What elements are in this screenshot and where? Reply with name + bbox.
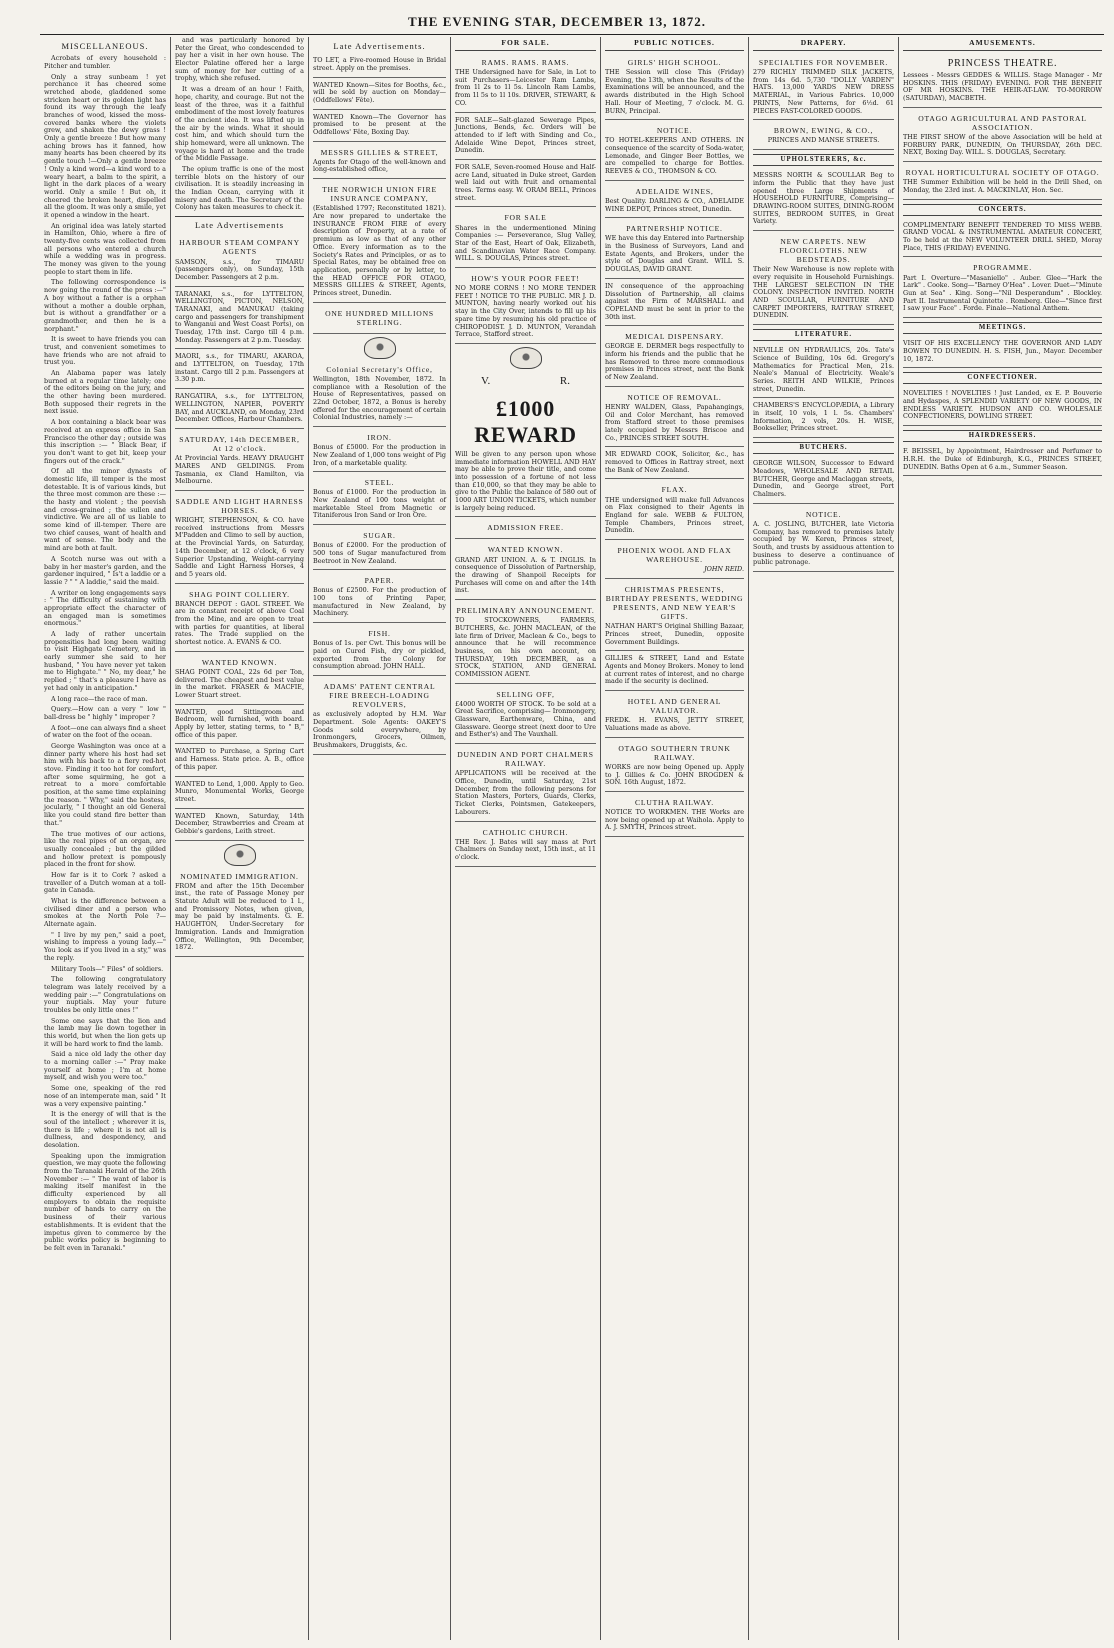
ad-hydraulics — [753, 345, 894, 398]
ad-body: WANTED Known, Saturday, 14th December, Strawberries and Cream at Gebbie's gardens, Leith street. — [175, 811, 304, 835]
ad-body: Lessees - Messrs GEDDES & WILLIS. Stage Manager - Mr HOSKINS. THIS (FRIDAY) EVENING. FOR THE BENEFIT OF MR HOSKINS. THE HEIR-AT-LAW. TO-MORROW (SATURDAY), MACBETH. — [903, 71, 1102, 103]
ad-bonus-paper — [313, 572, 446, 623]
ad-title: HOW'S YOUR POOR FEET! — [471, 273, 580, 283]
ad-governor-visit — [903, 338, 1102, 368]
ad-title: NOTICE. — [805, 509, 842, 519]
ad-programme — [903, 259, 1102, 318]
ad-body: SHAG POINT COAL, 22s 6d per Ton, delivered. The cheapest and best value in the market. FRASER & MACFIE, Lower Stuart street. — [175, 667, 304, 699]
ad-title: CLUTHA RAILWAY. — [635, 797, 714, 807]
ad-body: RANGATIRA, s.s., for LYTTELTON, WELLINGTON, NAPIER, POVERTY BAY, and AUCKLAND, on Monday, 23rd December. Offices, Harbour Chambers. — [175, 392, 304, 424]
ad-harbour-steam — [175, 234, 304, 286]
column-heading: Late Advertisements. — [333, 41, 426, 51]
ad-title: ADMISSION FREE. — [487, 523, 564, 533]
column-heading: MISCELLANEOUS. — [61, 41, 149, 51]
ad-title: NOTICE. — [656, 126, 693, 136]
ad-solicitor — [605, 449, 744, 479]
ad-maori — [175, 351, 304, 389]
ad-title: PHOENIX WOOL AND FLAX WAREHOUSE. — [617, 545, 732, 565]
ad-gillies-street — [313, 144, 446, 179]
ad-body: NOTICE TO WORKMEN. THE Works are now being opened up at Waihola. Apply to A. J. SMYTH, Princes street. — [605, 808, 744, 832]
section-upholsterers: UPHOLSTERERS, &c. — [753, 154, 894, 166]
ad-rangatira — [175, 391, 304, 429]
ad-body: SAMSON, s.s., for TIMARU (passengers only), on Sunday, 15th December. Passengers at 2 p.m. — [175, 257, 304, 281]
misc-para: A long race—the race of man. — [51, 694, 148, 703]
ad-title: MESSRS GILLIES & STREET, — [320, 147, 439, 157]
section-confectioner: CONFECTIONER. — [903, 372, 1102, 384]
coat-of-arms-icon — [510, 347, 542, 369]
ad-title: WANTED KNOWN. — [201, 657, 278, 667]
ad-shag-point — [175, 586, 304, 652]
misc-para: George Washington was once at a dinner party where his host had set him with his back to a fiery red-hot stove. Finding it too hot for comfort, after some squirming, he got a retreat to a more comfortable position, at the same time explaining the reason. " Why," said the hostess, jocularly, " I thought an old General like you could stand fire better than that." — [44, 741, 166, 827]
misc-para: An original idea was lately started in Hamilton, Ohio, where a fire of twenty-five cents was collected from all persons who entered a church while a wedding was in progress. The money was given to the young people to start them in life. — [44, 221, 166, 276]
misc-para: A lady of rather uncertain propensities had long been waiting to visit Highgate Cemetery, and in early summer she said to her husband, " You have never yet taken me to Highgate." " No, my dear," he replied ; " that's a pleasure I have as yet had only in anticipation." — [44, 630, 166, 692]
ad-clutha-railway — [605, 794, 744, 837]
text-para: and was particularly honored by Peter the Great, who condescended to pay her a visit in her own house. The Elector Palatine offered her a large sum of money for her cutting of a trophy, which she refused. — [175, 37, 304, 83]
ad-body: MAORI, s.s., for TIMARU, AKAROA, and LYTTELTON, on Tuesday, 17th instant. Cargo till 2 p.m. Passengers at 3.30 p.m. — [175, 352, 304, 384]
ad-body: MR EDWARD COOK, Solicitor, &c., has removed to Offices in Rattray street, next the Bank of New Zealand. — [605, 450, 744, 474]
misc-para: It is sweet to have friends you can trust, and convenient sometimes to have friends who are not afraid to trust you. — [44, 335, 166, 367]
section-butchers: BUTCHERS. — [753, 442, 894, 454]
ad-adelaide-wines — [605, 183, 744, 218]
ad-body: 279 RICHLY TRIMMED SILK JACKETS, from 14s 6d. 5,730 "DOLLY VARDEN" HATS. 13,000 YARDS NEW DRESS MATERIAL, in Various Fabrics. 10,000 PRINTS, New Patterns, for 6½d. 61 PIECES FAST-COLORED GOODS. — [753, 68, 894, 115]
ad-wanted-cart — [175, 746, 304, 776]
continued-text — [175, 37, 304, 212]
ad-selling-off — [455, 686, 596, 745]
ad-body: as exclusively adopted by H.M. War Department. Sole Agents: OAKEY'S Goods sold everywhere, by Ironmongers, Grocers, Oilmen, Brushmakers, Druggists, &c. — [313, 710, 446, 750]
masthead: THE EVENING STAR, DECEMBER 13, 1872. — [408, 14, 706, 29]
column-late-advertisements — [170, 37, 308, 1640]
ad-body: Bonus of £1000. For the production in New Zealand of 100 tons weight of marketable Steel from Magnetic or Titaniferous Iron Sand or Iron Ore. — [313, 488, 446, 520]
ad-taranaki — [175, 289, 304, 350]
ad-norwich-union — [313, 181, 446, 302]
ad-body: FREDK. H. EVANS, JETTY STREET, Valuations made as above. — [605, 716, 744, 733]
ad-bonus-steel — [313, 474, 446, 525]
masthead-rule — [40, 34, 1104, 35]
ad-body: THE Summer Exhibition will be held in the Drill Shed, on Monday, the 23rd inst. A. MACKINLAY, Hon. Sec. — [903, 178, 1102, 194]
ad-george-wilson — [753, 458, 894, 503]
ad-immigration — [175, 868, 304, 957]
ad-body: A. C. JOSLING, BUTCHER, late Victoria Company, has removed to premises lately occupied by W. Keren, Princes street, South, and trusts by assiduous attention to business to deserve a continuance of public patronage. — [753, 519, 894, 567]
ad-title: SADDLE AND LIGHT HARNESS HORSES. — [175, 496, 304, 515]
section-meetings: MEETINGS. — [903, 322, 1102, 334]
ad-strawberries — [175, 811, 304, 841]
ad-body: FROM and after the 15th December inst., the rate of Passage Money per Statute Adult will be reduced to 1 l., and Promissory Notes, when given, may be paid by instalments. G. E. HAUGHTON, Under-Secretary for Immigration. Lands and Immigration Office, Wellington, 9th December, 1872. — [175, 881, 304, 952]
ad-title: Colonial Secretary's Office, — [326, 364, 433, 374]
ad-title: BROWN, EWING, & CO., — [773, 126, 874, 136]
column-late-advertisements-2 — [308, 37, 450, 1640]
r-letter: R. — [559, 374, 570, 387]
ad-title: PROGRAMME. — [973, 263, 1032, 273]
ad-removal — [605, 389, 744, 448]
ad-partnership — [605, 220, 744, 279]
ad-colonial-secretary — [313, 361, 446, 427]
ad-body: NOVELTIES ! NOVELTIES ! Just Landed, ex E. P. Bouverie and Hydaspes, A SPLENDID VARIETY OF NEW GOODS, IN ENDLESS VARIETY. HUDSON AND CO. WHOLESALE CONFECTIONERS, DOWLING STREET. — [903, 389, 1102, 421]
ad-house-sale — [455, 162, 596, 207]
misc-para: Acrobats of every household : Pitcher and tumbler. — [44, 54, 166, 70]
ad-title: FOR SALE — [504, 213, 547, 223]
ad-body: FOR SALE, Seven-roomed House and Half-acre Land, situated in Duke street, Garden well laid out with fruit and ornamental trees. Terms easy. W. ORAM BELL, Princes street. — [455, 162, 596, 202]
ad-body: WANTED, good Sittingroom and Bedroom, well furnished, with board. Apply by letter, stating terms, to " B," office of this paper. — [175, 707, 304, 739]
ad-title: OTAGO AGRICULTURAL AND PASTORAL ASSOCIATION. — [918, 113, 1087, 132]
misc-para: Only a stray sunbeam ! yet perchance it has cheered some wretched abode, gladdened some stricken heart or its golden light has found its way through the leafy branches of wood, kissed the moss-covered banks where the violets grew, and shaken the dewy grass ! Only a gentle breeze ! But how many aching brows has it fanned, how many hearts has been cheered by its gentle touch !—Only a gentle breeze ! Only a kind word—a kind word to a weary heart, a balm to the spirit, a light in the dark places of a weary world. Only a smile ! But oh, it cheered the broken heart, dispelled all the gloom. It was only a smile, yet it opened a window in the heart. — [44, 72, 166, 219]
column-heading: DRAPERY. — [753, 37, 894, 51]
section-hairdressers: HAIRDRESSERS. — [903, 430, 1102, 442]
ad-hotel-keepers — [605, 122, 744, 181]
ad-body: £4000 WORTH OF STOCK. To be sold at a Great Sacrifice, comprising— Ironmongery, Glassware, Earthenware, China, and Glassware. George street (next door to Ure and Esther's) and The Vauxhall. — [455, 699, 596, 739]
misc-para: Said a nice old lady the other day to a morning caller :—" Pray make yourself at home ; I'm at home myself, and wish you were too." — [44, 1050, 166, 1082]
ad-body: WANTED Known—The Governor has promised to be present at the Oddfellows' Fête, Boxing Day. — [313, 112, 446, 136]
ad-admission — [455, 519, 596, 539]
ad-wanted-known — [175, 654, 304, 705]
ad-title: SATURDAY, 14th DECEMBER, At 12 o'clock. — [179, 434, 300, 454]
ad-body: GEORGE E. DERMER begs respectfully to inform his friends and the public that he has Removed to three more commodious premises in Princes street, next the Bank of New Zealand. — [605, 342, 744, 382]
misc-para: A foot—one can always find a sheet of water on the foot of the ocean. — [44, 723, 166, 740]
ad-body: THE Rev. J. Bates will say mass at Port Chalmers on Sunday next, 15th inst., at 11 o'clock. — [455, 837, 596, 861]
misc-para: A Scotch nurse was out with a baby in her master's garden, and the gardener inquired, " Is't a laddie or a lassie ? " " A laddie," said the maid. — [44, 554, 166, 586]
ad-saddle-horses — [175, 493, 304, 584]
ad-body: NO MORE CORNS ! NO MORE TENDER FEET ! NOTICE TO THE PUBLIC. MR J. D. MUNTON, having nearly worked out his stay in the City Over, intends to fill up his spare time by resuming his old practice of CHIROPODIST. J. D. MUNTON, Verandah Terrace, Stafford street. — [455, 284, 596, 339]
section-concerts: CONCERTS. — [903, 204, 1102, 216]
ad-dispensary — [605, 328, 744, 387]
ad-title: STEEL. — [364, 478, 395, 488]
column-heading: PUBLIC NOTICES. — [605, 37, 744, 51]
ad-draught-mares — [175, 431, 304, 491]
misc-para: " I live by my pen," said a poet, wishing to impress a young lady.—" You look as if you lived in a sty," was the reply. — [44, 930, 166, 962]
ad-body: TO LET, a Five-roomed House in Bridal street. Apply on the premises. — [313, 56, 446, 72]
ad-millions — [313, 305, 446, 334]
misc-para: A writer on long engagements says : " The difficulty of sustaining with appropriate effect the character of an engaged man is sometimes enormous." — [44, 588, 166, 628]
ad-title: THE NORWICH UNION FIRE INSURANCE COMPANY, — [322, 185, 437, 204]
ad-wanted-lend — [175, 779, 304, 809]
column-heading: AMUSEMENTS. — [903, 37, 1102, 51]
ad-brown-ewing — [753, 122, 894, 150]
ad-body: WANTED Known—Sites for Booths, &c., will be sold by auction on Monday—(Oddfellows' Fête). — [313, 80, 446, 104]
misc-para: How far is it to Cork ? asked a traveller of a Dutch woman at a toll-gate in Canada. — [44, 870, 166, 895]
ad-body: COMPLIMENTARY BENEFIT TENDERED TO MISS WEBB. GRAND VOCAL & INSTRUMENTAL AMATEUR CONCERT, To be held at the NEW VOLUNTEER DRILL SHED, Moray Place, THIS (FRIDAY) EVENING. — [903, 220, 1102, 252]
ad-body: Their New Warehouse is now replete with every requisite in Household Furnishings. THE LARGEST SELECTION IN THE COLONY. INSPECTION INVITED. NORTH AND SCOULLAR, FURNITURE AND CARPET IMPORTERS, RATTRAY STREET, DUNEDIN. — [753, 265, 894, 320]
ad-title: ADAMS' PATENT CENTRAL FIRE BREECH-LOADING REVOLVERS, — [323, 682, 436, 710]
ad-body: GILLIES & STREET, Land and Estate Agents and Money Brokers. Money to lend at current rates of interest, and no charge made if the security is declined. — [605, 654, 744, 686]
misc-para: The true motives of our actions, like the real pipes of an organ, are usually concealed ; but the gilded and hollow pretext is pompously placed in the front for show. — [44, 829, 166, 869]
vr-monogram — [455, 371, 596, 392]
ad-body: WANTED to Purchase, a Spring Cart and Harness. State price. A. B., office of this paper. — [175, 747, 304, 771]
ad-body: Part I. Overture—"Masaniello" . Auber. Glee—"Hark the Lark" . Cooke. Song—"Barney O'Hea" . Lover. Duet—"Minute Gun at Sea" . King. Song—"Nil Desperandum" . Blockley. Part II. Instrumental Quintette . Romberg. Glee—"Since first I saw your Face" . Forde. Finale—National Anthem. — [903, 273, 1102, 313]
coat-of-arms-icon — [364, 337, 396, 359]
ad-title: ONE HUNDRED MILLIONS STERLING. — [325, 308, 434, 327]
misc-para: Some one, speaking of the red nose of an intemperate man, said " It was a very expensive painting." — [44, 1084, 166, 1108]
ad-specialties — [753, 54, 894, 120]
column-public-notices — [600, 37, 748, 1640]
ad-title: HOTEL AND GENERAL VALUATOR. — [627, 697, 722, 716]
ad-body: Bonus of £2500. For the production of 100 tons of Printing Paper, manufactured in New Zealand, by Machinery. — [313, 586, 446, 618]
ad-flax — [605, 481, 744, 540]
ad-title: CHRISTMAS PRESENTS, BIRTHDAY PRESENTS, WEDDING PRESENTS, AND NEW YEAR'S GIFTS. — [605, 584, 744, 622]
ad-booths — [313, 80, 446, 110]
ad-body: Wellington, 18th November, 1872. In compliance with a Resolution of the House of Representatives, passed on 22nd October, 1872, a Bonus is hereby offered for the encouragement of certain Colonial Industries, namely :— — [313, 374, 446, 422]
misc-para: Query.—How can a very " low " ball-dress be " highly " improper ? — [44, 705, 166, 721]
ad-north-scoullar — [753, 170, 894, 231]
ad-body: WE have this day Entered into Partnership in the Business of Surveyors, Land and Estate Agents, and Brokers, under the style of Douglas and Grant. WILL S. DOUGLAS, DAVID GRANT. — [605, 234, 744, 274]
misc-para: What is the difference between a civilised diner and a person who smokes at the North Pole ?—Alternate again. — [44, 897, 166, 929]
ad-railway — [455, 746, 596, 821]
ad-body: THE FIRST SHOW of the above Association will be held at FORBURY PARK, DUNEDIN, On THURSDAY, 26th DEC. NEXT, Boxing Day. WILL. S. DOUGLAS, Secretary. — [903, 132, 1102, 157]
ad-wanted-room — [175, 707, 304, 745]
section-literature: LITERATURE. — [753, 329, 894, 341]
ad-body: Agents for Otago of the well-known and long-established office, — [313, 157, 446, 174]
ad-title: NOMINATED IMMIGRATION. — [180, 871, 299, 881]
ad-body: THE undersigned will make full Advances on Flax consigned to their Agents in England for sale. WEBB & FULTON, Temple Chambers, Princes street, Dunedin. — [605, 495, 744, 535]
ad-title: IRON. — [367, 433, 392, 443]
misc-para: A box containing a black bear was received at an express office in San Francisco the other day ; outside was this inscription :— " Black Bear, if you don't want to get bit, keep your fingers out of the crack." — [44, 418, 166, 465]
ad-title: CATHOLIC CHURCH. — [482, 827, 569, 837]
ad-body: FOR SALE—Salt-glazed Sewerage Pipes, Junctions, Bends, &c. Orders will be attended to if left with Sinding and Co., Adelaide Wine Depot, Princes street, Dunedin. — [455, 115, 596, 155]
ad-signature: JOHN REID. — [704, 565, 744, 574]
ad-title: FLAX. — [661, 485, 688, 495]
ad-body: WRIGHT, STEPHENSON, & CO. have received instructions from Messrs M'Padden and Climo to sell by auction, at the Provincial Yards, on Saturday, 14th December, at 12 o'clock, 6 very Superior Upstanding, Weight-carrying Saddle and Light Harness Horses, 4 and 5 years old. — [175, 516, 304, 578]
ad-dissolution — [605, 281, 744, 326]
column-miscellaneous — [40, 37, 170, 1640]
ad-art-union — [455, 541, 596, 600]
ad-body: WORKS are now being Opened up. Apply to J. Gillies & Co. JOHN BROGDEN & SON. 16th August, 1872. — [605, 762, 744, 787]
ad-body: GRAND ART UNION. A. & T. INGLIS. In consequence of Dissolution of Partnership, the drawing of Shanpoil Receipts for Purchases will come on and after the 14th inst. — [455, 555, 596, 595]
ad-title: PRINCESS THEATRE. — [947, 58, 1058, 69]
ad-bonus-fish — [313, 625, 446, 676]
ad-body: WANTED to Lend, 1,000. Apply to Geo. Munro, Monumental Works, George street. — [175, 779, 304, 803]
misc-para: Of all the minor dynasts of domestic life, ill temper is the most detestable. It is of various kinds, but the three most common are these :—the hasty and violent ; the peevish and cross-grained ; the sullen and vindictive. We are all of us liable to some kind of ill-temper. There are two chief causes, want of health and want of sense. The body and the mind are both at fault. — [44, 467, 166, 553]
ad-trunk-railway — [605, 740, 744, 792]
ad-title: NOTICE OF REMOVAL. — [627, 392, 722, 402]
text-para: It was a dream of an hour ! Faith, hope, charity, and courage. But not the least of the three, was it a faithful embodiment of the most lovely features of the ancient idea. It was lifted up in the air by the winds. What it should cost him, and which should turn the ship homeward, were all unknown. The voyage is hard at home and the trade of the Middle Passage. — [175, 85, 304, 163]
ad-title: WANTED KNOWN. — [487, 545, 564, 555]
ad-princess-theatre — [903, 54, 1102, 108]
ad-body: TO STOCKOWNERS, FARMERS, BUTCHERS, &c. JOHN MACLEAN, of the late firm of Driver, Maclean & Co., begs to announce that he will recommence business, on his own account, on THURSDAY, 19th DECEMBER, as a STOCK, STATION, AND GENERAL COMMISSION AGENT. — [455, 616, 596, 678]
ad-body: HENRY WALDEN, Glass, Papahangings, Oil and Color Merchant, has removed from Stafford street to those premises lately occupied by Messrs Briscoe and Co., PRINCES STREET SOUTH. — [605, 402, 744, 442]
ad-title: ADELAIDE WINES, — [635, 186, 714, 196]
ad-body: Bonus of 1s. per Cwt. This bonus will be paid on Cured Fish, dry or pickled, exported from the Colony for consumption abroad. JOHN HALL. — [313, 639, 446, 671]
ad-body: At Provincial Yards. HEAVY DRAUGHT MARES AND GELDINGS. From Tasmania, ex Cland Hamilton, via Melbourne. — [175, 454, 304, 486]
ad-revolvers — [313, 678, 446, 755]
ad-title: GIRLS' HIGH SCHOOL. — [627, 58, 722, 67]
late-ads-heading: Late Advertisements — [175, 216, 304, 230]
ad-body: Bonus of £2000. For the production of 500 tons of Sugar manufactured from Beetroot in New Zealand. — [313, 541, 446, 565]
ad-body: THE Session will close This (Friday) Evening, the 13th, when the Results of the Examinations will be announced, and the awards distributed in the High School Hall. Hour of Meeting, 7 o'clock. M. G. BURN, Principal. — [605, 68, 744, 115]
ad-title: PRELIMINARY ANNOUNCEMENT. — [456, 606, 595, 616]
ad-rams — [455, 54, 596, 113]
column-heading: FOR SALE. — [455, 37, 596, 51]
misc-para: Some one says that the lion and the lamb may lie down together in this world, but when the lion gets up it will be hard work to find the lamb. — [44, 1016, 166, 1048]
ad-horticultural — [903, 164, 1102, 199]
ad-girls-high-school — [605, 54, 744, 120]
ad-title: MEDICAL DISPENSARY. — [625, 332, 724, 342]
ad-body: TARANAKI, s.s., for LYTTELTON, WELLINGTON, PICTON, NELSON, TARANAKI, and MANUKAU (taking cargo and passengers for transhipment to Wanganui and West Coast Ports), on Tuesday, 17th inst. Cargo till 4 p.m. Monday. Passengers at 2 p.m. Tuesday. — [175, 289, 304, 344]
ad-reward — [455, 392, 596, 517]
ad-chiropodist — [455, 270, 596, 344]
coat-of-arms-icon — [224, 844, 256, 866]
ad-body: PRINCES AND MANSE STREETS. — [767, 136, 880, 145]
ad-title: SELLING OFF, — [496, 689, 555, 699]
ad-body: Best Quality. DARLING & CO., ADELAIDE WINE DEPOT, Princes street, Dunedin. — [605, 196, 744, 213]
ad-bonus-iron — [313, 429, 446, 472]
ad-title: SHAG POINT COLLIERY. — [189, 589, 290, 599]
ad-body: BRANCH DEPOT : GAOL STREET. We are in constant receipt of above Coal from the Mine, and are open to treat with parties for quantities, at liberal rates. The Trade supplied on the shortest notice. A. EVANS & CO. — [175, 599, 304, 647]
ad-agricultural — [903, 110, 1102, 162]
ad-body: GEORGE WILSON, Successor to Edward Meadows, WHOLESALE AND RETAIL BUTCHER, George and Maclaggan streets, Dunedin, and George street, Port Chalmers. — [753, 459, 894, 499]
ad-body: Shares in the undermentioned Mining Companies :— Perseverance, Slug Valley, Star of the East, Heart of Oak, Elizabeth, and Scandinavian Water Race Company. WILL. S. DOUGLAS, Princes street. — [455, 223, 596, 263]
ad-money-brokers — [605, 653, 744, 691]
ad-title: SPECIALTIES FOR NOVEMBER. — [758, 58, 889, 67]
ad-title: SUGAR. — [363, 531, 396, 541]
text-para: The opium traffic is one of the most terrible blots on the history of our civilisation. It is steadily increasing in the Indian Ocean, carrying with it misery and death. The Secretary of the Colony has taken measures to check it. — [175, 165, 304, 212]
ad-title: PARTNERSHIP NOTICE. — [626, 224, 723, 234]
ad-josling — [753, 506, 894, 572]
ad-title: DUNEDIN AND PORT CHALMERS RAILWAY. — [457, 750, 594, 769]
ad-chambers — [753, 400, 894, 438]
ad-body: NATHAN HART'S Original Shilling Bazaar, Princes street, Dunedin, opposite Government Buildings. — [605, 622, 744, 646]
misc-para: Military Tools—" Files" of soldiers. — [51, 964, 164, 973]
ad-body: IN consequence of the approaching Dissolution of Partnership, all claims against the Firm of MARSHALL and COPELAND must be sent in prior to the 30th inst. — [605, 281, 744, 321]
ad-body: CHAMBERS'S ENCYCLOPÆDIA, a Library in itself, 10 vols, 1 l. 5s. Chambers' Information, 2 vols, 20s. H. WISE, Bookseller, Princes street. — [753, 401, 894, 433]
ad-body: VISIT OF HIS EXCELLENCY THE GOVERNOR AND LADY BOWEN TO DUNEDIN. H. S. FISH, Jun., Mayor. December 10, 1872. — [903, 339, 1102, 363]
ad-christmas-presents — [605, 581, 744, 652]
ad-stockowners — [455, 602, 596, 684]
ad-to-let — [313, 55, 446, 77]
ad-body: NEVILLE ON HYDRAULICS, 20s. Tate's Science of Building, 10s 6d. Gregory's Mathematics for Practical Men, 21s. Neale's Manual of Electricity. Weale's Series. REITH AND WILKIE, Princes street, Dunedin. — [753, 346, 894, 393]
v-letter: V. — [481, 374, 491, 387]
ad-title: OTAGO SOUTHERN TRUNK RAILWAY. — [618, 743, 731, 762]
misc-para: An Alabama paper was lately burned at a regular time lately; one of the editors being on the jury, and the other having been murdered. Both supposed their regrets in the next issue. — [44, 369, 166, 416]
ad-body: Bonus of £5000. For the production in New Zealand of 1,000 tons weight of Pig Iron, of a marketable quality. — [313, 443, 446, 467]
ad-bonus-sugar — [313, 527, 446, 570]
ad-body: THE Undersigned have for Sale, in Lot to suit Purchasers—Leicester Ram Lambs, from 1l 2s to 1l 5s. Lincoln Ram Lambs, from 1l 5s to 1l 10s. DRIVER, STEWART, & CO. — [455, 68, 596, 107]
ad-body: APPLICATIONS will be received at the Office, Dunedin, until Saturday, 21st December, from the following persons for Station Masters, Porters, Guards, Clerks, Ticket Clerks, Pointsmen, Gatekeepers, Labourers. — [455, 769, 596, 816]
ad-title: NEW CARPETS. NEW FLOORCLOTHS. NEW BEDSTEADS. — [779, 237, 868, 265]
ad-body: Will be given to any person upon whose immediate information HOWELL AND HAY may be able to prove their title, and come into possession of a fortune of not less than £10,000, so that they may be able to give to the Public the balance of 580 out of 1000 ART UNION TICKETS, which number is largely being reduced. — [455, 449, 596, 512]
misc-para: The following correspondence is now going the round of the press :—" A boy without a father is a orphan without a mother a double orphan, but is without a grandfather or a grandmother, and then he is a norphant." — [44, 278, 166, 333]
ad-title: HARBOUR STEAM COMPANY AGENTS — [179, 238, 300, 257]
ad-concert — [903, 220, 1102, 258]
misc-text — [44, 55, 166, 1252]
reward-title: £1000 REWARD — [474, 396, 577, 448]
ad-title: PAPER. — [364, 576, 395, 586]
ad-body: MESSRS NORTH & SCOULLAR Beg to inform the Public that they have just opened three Large Shipments of HOUSEHOLD FURNITURE, Comprising— DRAWING-ROOM SUITES, DINING-ROOM SUITES, BEDROOM SUITES, in Great Variety. — [753, 171, 894, 226]
ad-body: (Established 1797; Reconstituted 1821). Are now prepared to undertake the INSURANCE FROM FIRE of every description of Property, at a rate of premium as low as that of any other Office. Every information as to the Society's Rates and Principles, or as to Special Rates, may be obtained free on application, personally or by letter, to the HEAD OFFICE FOR OTAGO, MESSRS GILLIES & STREET, Agents, Princes street, Dunedin. — [313, 204, 446, 297]
ad-governor — [313, 112, 446, 142]
ad-valuator — [605, 693, 744, 738]
column-drapery — [748, 37, 898, 1640]
misc-para: It is the energy of will that is the soul of the intellect ; wherever it is, there is life ; where it is not all is dullness, and despondency, and desolation. — [44, 1110, 166, 1149]
ad-catholic-church — [455, 824, 596, 867]
column-amusements — [898, 37, 1106, 1640]
ad-carpets — [753, 233, 894, 325]
ad-novelties — [903, 388, 1102, 426]
ad-pipes — [455, 115, 596, 160]
ad-title: ROYAL HORTICULTURAL SOCIETY OF OTAGO. — [905, 168, 1100, 178]
ad-title: RAMS. RAMS. RAMS. — [481, 58, 570, 67]
misc-para: Speaking upon the immigration question, we may quote the following from the Taranaki Herald of the 26th November :— " The want of labor is making itself manifest in the difficulty experienced by all employers to obtain the requisite number of hands to carry on the business of their various establishments. It is evident that the impetus given to commerce by the public works policy is beginning to be felt even in Taranaki." — [44, 1151, 166, 1252]
ad-title: FISH. — [368, 629, 391, 639]
column-for-sale — [450, 37, 600, 1640]
ad-beissel — [903, 446, 1102, 476]
ad-body: F. BEISSEL, by Appointment, Hairdresser and Perfumer to H.R.H. the Duke of Edinburgh, K.G., PRINCES STREET, DUNEDIN. Baths Open at 6 a.m., Summer Season. — [903, 447, 1102, 471]
ad-body: TO HOTEL-KEEPERS AND OTHERS. IN consequence of the scarcity of Soda-water, Lemonade, and Ginger Beer Bottles, we are compelled to charge for Bottles. REEVES & CO., THOMSON & CO. — [605, 136, 744, 176]
ad-shares — [455, 209, 596, 268]
ad-phoenix-wool — [605, 542, 744, 579]
misc-para: The following congratulatory telegram was lately received by a wedding pair :—" Congratulations on your nuptials. May your future troubles be only little ones !" — [44, 975, 166, 1014]
